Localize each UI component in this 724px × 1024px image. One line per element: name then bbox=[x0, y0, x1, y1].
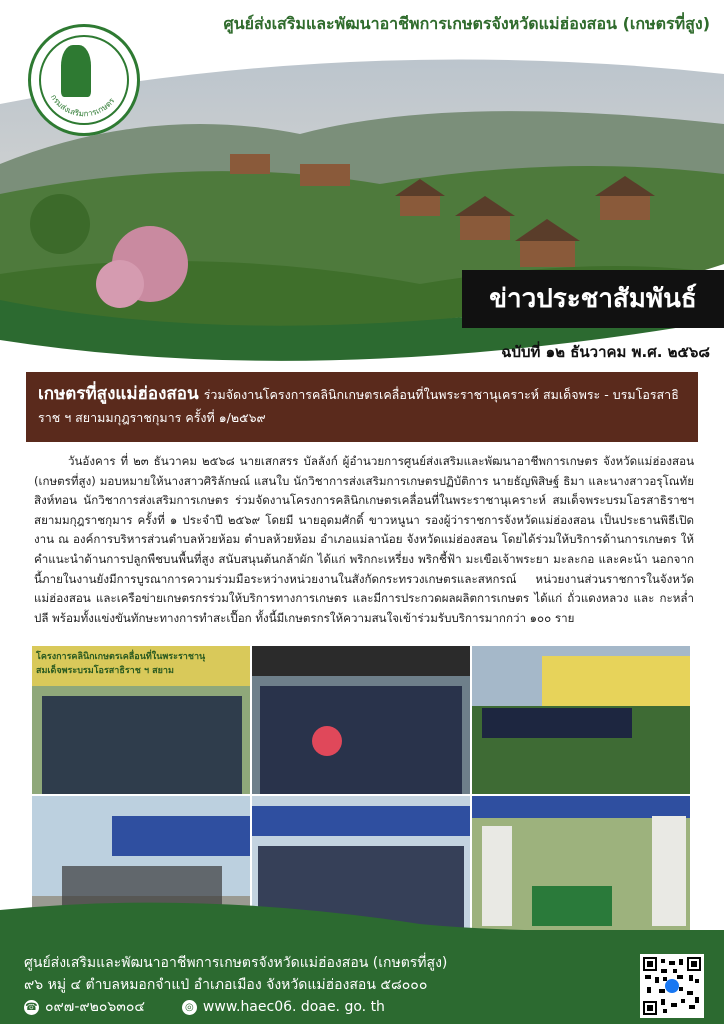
headline-sub: ร่วมจัดงานโครงการคลินิกเกษตรเคลื่อนที่ในพระราชานุเคราะห์ สมเด็จพระ - บรมโอรสาธิราช ฯ สยามมกุฎราชกุมาร ครั้งที่ ๑/๒๕๖๙ bbox=[38, 387, 679, 425]
issue-date: ฉบับที่ ๑๒ ธันวาคม พ.ศ. ๒๕๖๘ bbox=[501, 343, 710, 361]
photo-officials-group bbox=[32, 646, 250, 794]
footer-contact bbox=[24, 996, 385, 1018]
photo-banner-line-1: โครงการคลินิกเกษตรเคลื่อนที่ในพระราชานุ bbox=[36, 652, 206, 662]
headline-box bbox=[26, 372, 698, 442]
footer-phone: ๐๙๗-๙๒๐๖๓๐๔ bbox=[45, 999, 146, 1015]
footer-address: ๙๖ หมู่ ๔ ตำบลหมอกจำแป่ อำเภอเมือง จังหวัดแม่ฮ่องสอน ๕๘๐๐๐ bbox=[24, 977, 428, 993]
svg-text:กรมส่งเสริมการเกษตร bbox=[49, 93, 117, 119]
photo-banner-line-2: สมเด็จพระบรมโอรสาธิราช ฯ สยาม bbox=[36, 666, 174, 676]
photo-opening-ceremony bbox=[252, 646, 470, 794]
headline-main: เกษตรที่สูงแม่ฮ่องสอน bbox=[38, 384, 199, 404]
footer-org-name: ศูนย์ส่งเสริมและพัฒนาอาชีพการเกษตรจังหวัดแม่ฮ่องสอน (เกษตรที่สูง) bbox=[24, 955, 448, 971]
facebook-qr-code[interactable] bbox=[640, 954, 704, 1018]
footer-website[interactable]: www.haec06. doae. go. th bbox=[202, 999, 385, 1015]
page-header-title: ศูนย์ส่งเสริมและพัฒนาอาชีพการเกษตรจังหวัดแม่ฮ่องสอน (เกษตรที่สูง) bbox=[223, 14, 710, 33]
logo-text: กรมส่งเสริมการเกษตร bbox=[48, 92, 117, 119]
department-logo bbox=[28, 24, 140, 136]
phone-icon: ☎ bbox=[25, 1001, 38, 1013]
globe-icon: ◎ bbox=[182, 1000, 197, 1015]
press-release-badge: ข่าวประชาสัมพันธ์ bbox=[462, 270, 724, 328]
article-body: วันอังคาร ที่ ๒๓ ธันวาคม ๒๕๖๘ นายเสกสรร บัลลังก์ ผู้อำนวยการศูนย์ส่งเสริมและพัฒนาอาชีพการเกษตร จังหวัดแม่ฮ่องสอน (เกษตรที่สูง) มอบหมายให้นางสาวศิริลักษณ์ แสนใบ นักวิชาการส่งเสริมการเกษตรปฏิบัติการ นายธัญพิสิษฐ์ ธิมา และนางสาวอรุโณทัย สิงห์ทอน นักวิชาการส่งเสริมการเกษตร ร่วมจัดงานโครงการคลินิกเกษตรเคลื่อนที่ในพระราชานุเคราะห์ สมเด็จพระบรมโอรสาธิราชฯ สยามมกุฎราชกุมาร ครั้งที่ ๑ ประจำปี ๒๕๖๙ โดยมี นายอุดมศักดิ์ ขาวหนูนา รองผู้ว่าราชการจังหวัดแม่ฮ่องสอน เป็นประธานพิธีเปิดงาน ณ องค์การบริหารส่วนตำบลห้วยห้อม ตำบลห้วยห้อม อำเภอแม่ลาน้อย จังหวัดแม่ฮ่องสอน โดยได้ร่วมให้บริการด้านการเกษตร ให้คำแนะนำด้านการปลูกพืชบนพื้นที่สูง สนับสนุนต้นกล้าผัก ได้แก่ พริกกะเหรี่ยง พริกชี้ฟ้า มะเขือเจ้าพระยา มะละกอ และคะน้า นอกจากนี้ภายในงานยังมีการบูรณาการความร่วมมือระหว่างหน่วยงานในสังกัดกระทรวงเกษตรและสหกรณ์ หน่วยงานส่วนราชการในจังหวัดแม่ฮ่องสอน และเครือข่ายเกษตรกรร่วมให้บริการทางการเกษตร และมีการประกวดผลผลิตการเกษตร ได้แก่ ถั่วแดงหลวง และ กะหล่ำปลี พร้อมทั้งแข่งขันทักษะทางการทำสะเปื๊อก ทั้งนี้มีเกษตรกรให้ความสนใจเข้าร่วมรับบริการมากกว่า ๑๐๐ ราย bbox=[34, 454, 694, 625]
photo-stage-performance bbox=[472, 646, 690, 794]
